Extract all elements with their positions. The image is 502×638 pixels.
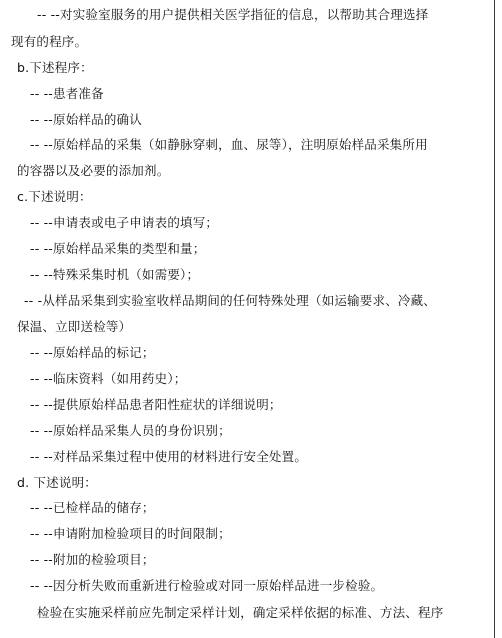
text-line: -- --原始样品采集的类型和量； (30, 241, 206, 256)
text-line: -- --临床资料（如用药史）； (30, 371, 187, 386)
section-heading-d: d. 下述说明： (17, 475, 97, 490)
text-line: 的容器以及必要的添加剂。 (17, 163, 170, 178)
text-line: -- --对样品采集过程中使用的材料进行安全处置。 (30, 449, 308, 464)
section-heading-c: c.下述说明： (17, 189, 92, 204)
section-heading-b: b.下述程序： (17, 60, 93, 75)
text-line: -- --原始样品的标记； (30, 345, 155, 360)
text-line: -- --已检样品的储存； (30, 500, 155, 515)
text-line: -- --原始样品的确认 (30, 112, 142, 127)
text-line: -- --提供原始样品患者阳性症状的详细说明； (30, 397, 282, 412)
text-line: 现有的程序。 (11, 34, 88, 49)
text-line: -- --原始样品采集人员的身份识别； (30, 423, 231, 438)
text-line: -- --对实验室服务的用户提供相关医学指征的信息，以帮助其合理选择 (37, 7, 429, 22)
text-line: -- --附加的检验项目； (30, 552, 155, 567)
text-line: 检验在实施采样前应先制定采样计划，确定采样依据的标准、方法、程序 (37, 605, 444, 620)
text-line: -- --申请附加检验项目的时间限制； (30, 526, 231, 541)
text-line: -- --特殊采集时机（如需要）； (30, 267, 200, 282)
page-edge-rule (494, 0, 495, 638)
text-line: -- --申请表或电子申请表的填写； (30, 215, 219, 230)
text-line: -- --因分析失败而重新进行检验或对同一原始样品进一步检验。 (30, 578, 384, 593)
text-line: -- -从样品采集到实验室收样品期间的任何特殊处理（如运输要求、冷藏、 (24, 293, 437, 308)
text-line: 保温、立即送检等） (17, 319, 132, 334)
text-line: -- --患者准备 (30, 86, 104, 101)
text-line: -- --原始样品的采集（如静脉穿刺，血、尿等），注明原始样品采集所用 (30, 137, 428, 152)
